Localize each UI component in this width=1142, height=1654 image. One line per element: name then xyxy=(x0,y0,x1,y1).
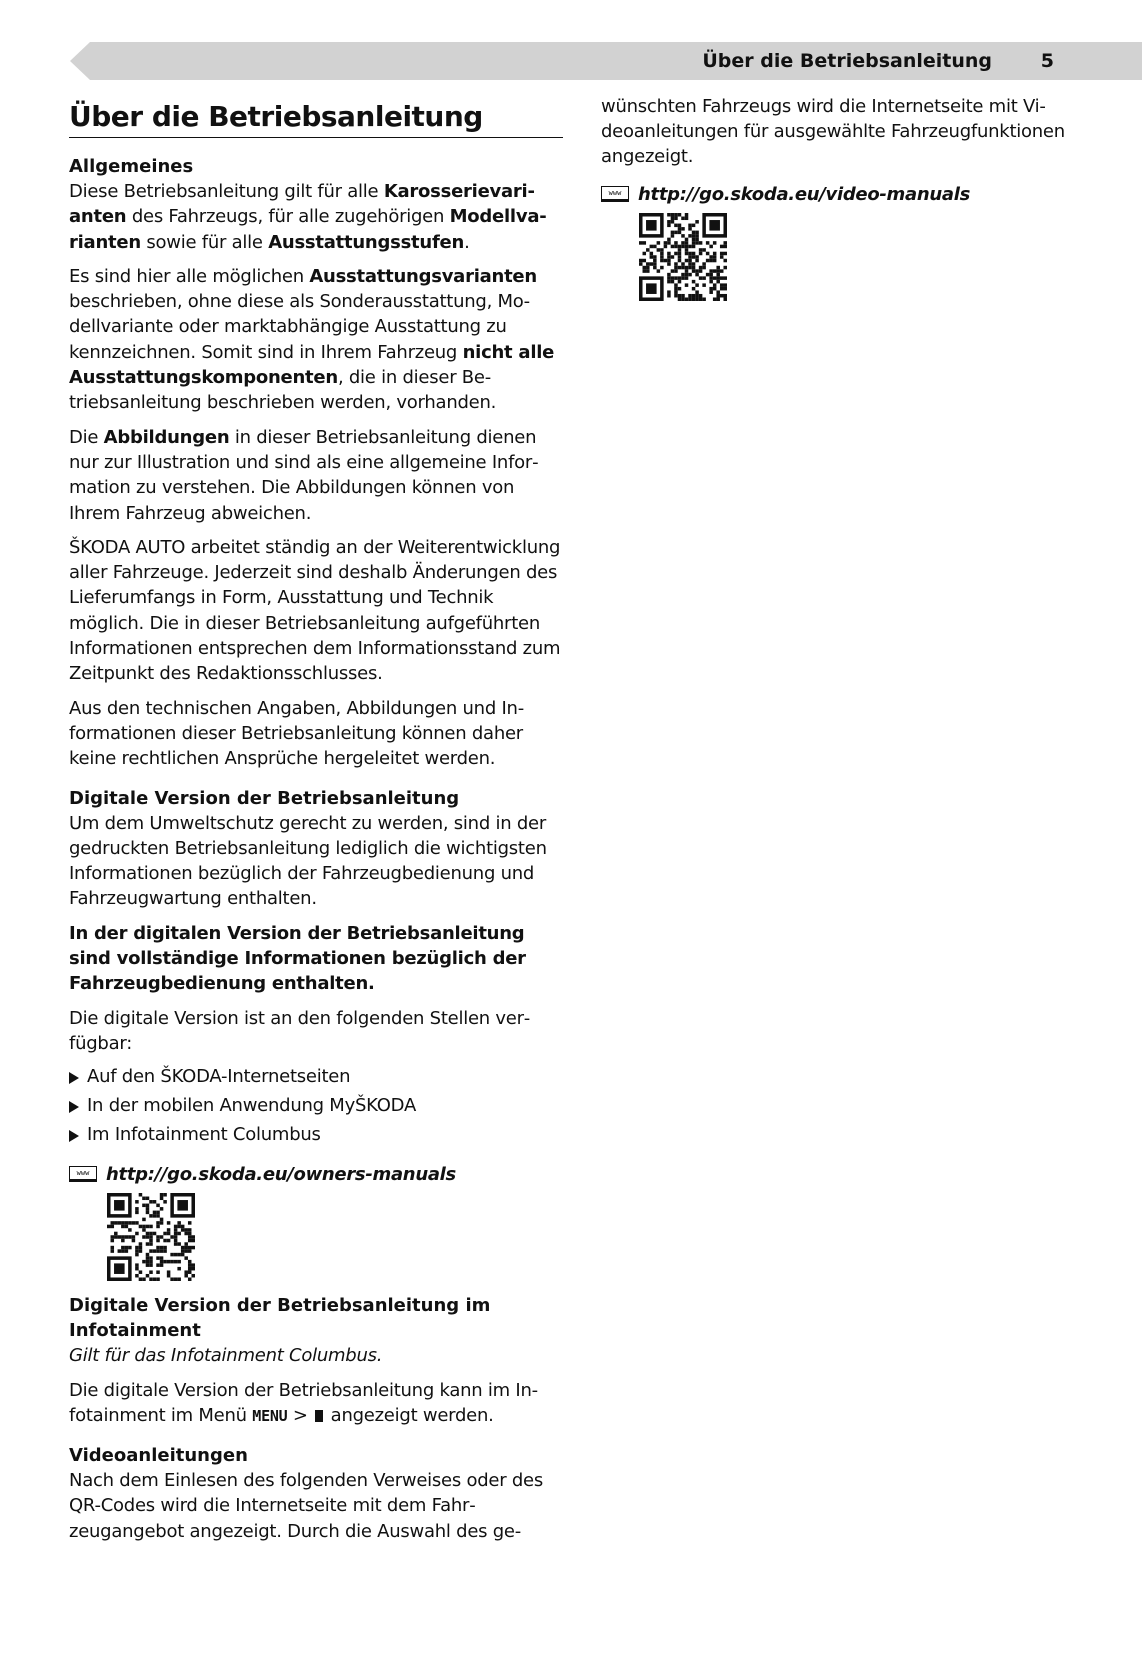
section-digital-version xyxy=(69,786,563,1282)
paragraph: Um dem Umweltschutz gerecht zu werden, sind in der gedruckten Betriebsanleitung lediglich die wichtigsten Informationen bezüglich der Fahrzeugbedienung und Fahrzeugwartung enthalten. xyxy=(69,812,547,910)
www-icon: www xyxy=(69,1166,97,1182)
text-run: in dieser Betriebsanleitung dienen nur zur Illustration und sind als eine allgemeine Information zu verstehen. Die Abbildungen können von Ihrem Fahrzeug abweichen. xyxy=(69,426,539,524)
qr-code-owners-manual[interactable] xyxy=(107,1193,195,1281)
text-run: des Fahrzeugs, für alle zugehörigen xyxy=(126,206,450,228)
paragraph: Aus den technischen Angaben, Abbildungen und Informationen dieser Betriebsanleitung können daher keine rechtlichen Ansprüche hergeleitet werden. xyxy=(69,697,525,770)
text-run: Es sind hier alle möglichen xyxy=(69,265,310,287)
qr-code-video-manuals[interactable] xyxy=(639,213,727,301)
text-run: Die xyxy=(69,426,104,448)
bold-term: Abbildungen xyxy=(103,426,230,448)
paragraph-video-left xyxy=(69,1468,563,1544)
section-heading-allgemeines: Allgemeines xyxy=(69,156,194,177)
running-header-title: Über die Betriebsanleitung xyxy=(702,50,992,72)
page-title: Über die Betriebsanleitung xyxy=(69,100,563,138)
video-text-part2: ünschten Fahrzeugs wird die Internetseite mit Videoanleitungen für ausgewählte Fahrzeugfunktionen angezeigt. xyxy=(601,95,1065,168)
section-heading-infotainment: Digitale Version der Betriebsanleitung im Infotainment xyxy=(69,1295,491,1342)
bold-term: Karosserievarianten xyxy=(69,181,535,228)
text-after-menu: angezeigt werden. xyxy=(325,1404,494,1426)
paragraph-menu xyxy=(69,1378,563,1430)
bold-term: nicht alle Ausstattungskomponenten xyxy=(69,341,555,389)
bullet-triangle-icon xyxy=(69,1072,79,1084)
video-manual-link[interactable]: http://go.skoda.eu/video-manuals xyxy=(638,183,971,205)
paragraph-rich xyxy=(69,264,563,416)
bullet-triangle-icon xyxy=(69,1130,79,1142)
section-video-part1 xyxy=(69,1443,563,1544)
section-heading-digital: Digitale Version der Betriebsanleitung xyxy=(69,787,460,809)
text-run: Diese Betriebsanleitung gilt für alle xyxy=(69,181,384,202)
paragraph-rich xyxy=(69,425,563,526)
paragraph-video-right xyxy=(601,94,1099,170)
subtitle-text: Gilt für das Infotainment Columbus. xyxy=(69,1345,383,1367)
subtitle-italic xyxy=(69,1343,563,1368)
list-item xyxy=(69,1062,563,1091)
bold-term: Ausstattungsstufen xyxy=(268,231,465,253)
section-heading-video: Videoanleitungen xyxy=(69,1445,248,1467)
list-item-text: In der mobilen Anwendung MyŠKODA xyxy=(87,1095,417,1117)
text-run: sowie für alle xyxy=(140,231,269,253)
section-infotainment xyxy=(69,1293,563,1429)
paragraph: ŠKODA AUTO arbeitet ständig an der Weiterentwicklung aller Fahrzeuge. Jederzeit sind deshalb Änderungen des Lieferumfangs in Form, Ausstattung und Technik möglich. Die in dieser Betriebsanleitung aufgeführten Informationen entsprechen dem Informationsstand zum Zeitpunkt des Redaktionsschlusses. xyxy=(69,536,561,685)
list-item-text: Auf den ŠKODA-Internetseiten xyxy=(87,1066,351,1088)
menu-arrow: > xyxy=(287,1404,314,1426)
book-icon xyxy=(315,1410,323,1422)
list-item-text: Im Infotainment Columbus xyxy=(87,1124,321,1146)
paragraph-bold: In der digitalen Version der Betriebsanleitung sind vollständige Informationen bezüglich der Fahrzeugbedienung enthalten. xyxy=(69,922,526,995)
text-before-menu: Die digitale Version der Betriebsanleitung kann im Infotainment im Menü xyxy=(69,1379,539,1426)
www-icon: www xyxy=(601,186,629,202)
text-run: . xyxy=(464,231,470,253)
bold-term: Modellvarianten xyxy=(69,206,547,253)
left-column xyxy=(69,100,563,1553)
paragraph-rich xyxy=(69,179,563,255)
menu-key: MENU xyxy=(252,1406,288,1425)
section-allgemeines xyxy=(69,154,563,772)
text-run: , die in dieser Betriebsanleitung beschrieben werden, vorhanden. xyxy=(69,367,497,414)
list-item xyxy=(69,1120,563,1149)
page-number: 5 xyxy=(1040,50,1054,72)
bullet-triangle-icon xyxy=(69,1101,79,1113)
owners-manual-link[interactable]: http://go.skoda.eu/owners-manuals xyxy=(106,1163,456,1185)
right-column xyxy=(601,95,1099,313)
video-manual-link-row xyxy=(601,179,1099,209)
owners-manual-link-row xyxy=(69,1159,563,1189)
text-run: beschrieben, ohne diese als Sonderausstattung, Modellvariante oder marktabhängige Ausstattung zu kennzeichnen. Somit sind in Ihrem Fahrzeug xyxy=(69,291,531,363)
paragraph: Die digitale Version ist an den folgenden Stellen verfügbar: xyxy=(69,1007,531,1054)
availability-list xyxy=(69,1062,563,1149)
bold-term: Ausstattungsvarianten xyxy=(309,265,537,287)
list-item xyxy=(69,1091,563,1120)
video-text-part1: Nach dem Einlesen des folgenden Verweises oder des QR-Codes wird die Internetseite mit dem Fahrzeugangebot angezeigt. Durch die Auswahl des ge xyxy=(69,1470,543,1542)
